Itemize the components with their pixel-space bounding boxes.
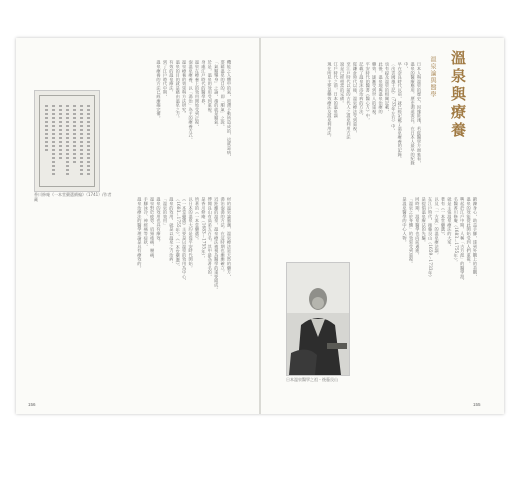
manuscript-text-column: [59, 105, 62, 159]
paragraph-line: 藥效，逐漸受到世人的重視。: [372, 62, 378, 118]
paragraph-line: 手腳冰冷、神經痛等症狀，: [143, 197, 149, 249]
paragraph-line: 鍛鍊身心，助益手腳，達到外觀上的美觀，: [473, 197, 478, 279]
page-number-right: 155: [473, 402, 481, 407]
paragraph-line: 要藉溫泉的目的，即「順氣」之說。: [220, 60, 226, 129]
paragraph-line: 湯治泡湯的方法，在這時期也漸漸確立，: [220, 197, 226, 275]
paragraph-line: （1683～1755年），《一本堂藥選》，: [175, 197, 181, 269]
paragraph-line: 泡溫泉療養，以「湯治」為主的療養方式，: [188, 60, 194, 142]
paragraph-line: 所著的《一本堂藥選》。: [194, 197, 200, 243]
paragraph-line: 「溫泉的效用」: [162, 197, 168, 228]
paragraph-line: 溫泉的醫療應用，歷史淵遠流長。在日本人最早的紀錄中，: [404, 62, 416, 165]
manuscript-text-column: [73, 105, 76, 165]
paragraph-line: 是香川修庵（1683～1755年），: [201, 197, 207, 260]
chapter-title: 溫泉與療養: [449, 50, 467, 140]
paragraph-line: 溫泉的目的就是藉由溫泉之力。: [175, 60, 181, 121]
paragraph-line: 《一本堂藥選》主要是以溫泉的效用為中心，: [182, 197, 188, 283]
section-subhead: 溫泉論與醫學: [429, 56, 436, 98]
paragraph-line: 身處江戶時代的醫學界，: [201, 60, 207, 108]
paragraph-line: 到了江戶時代中期，: [162, 60, 168, 99]
manuscript-text-column: [66, 105, 69, 175]
left-page-text-block-lower: [32, 197, 232, 395]
right-page-text-block-upper: [294, 62, 422, 172]
paragraph-line: 平安時代的醫書《醫心方》中，: [365, 62, 371, 123]
manuscript-text-column: [52, 105, 55, 175]
paragraph-line: 說是已經相當的完備。: [340, 62, 346, 105]
paragraph-line: 日本人與溫泉的歷史，因緣匪淺，若從醫學方面來看，: [417, 62, 422, 165]
paragraph-line: 記載了溫泉沐浴治病的方法，: [359, 62, 365, 118]
paragraph-line: 有效的溫泉療法，: [169, 60, 175, 95]
paragraph-line: 材的溫泉論風潮，溫泉療法是天然的藥方，: [227, 197, 232, 279]
paragraph-line: 至江戶時代以前的古代人之溫泉利用方法: [346, 62, 352, 140]
manuscript-text-column: [87, 105, 90, 175]
paragraph-line: 是溫泉醫學的中心人物。: [402, 197, 408, 245]
paragraph-line: 〈出雲國風土記〉（733年左右）中，: [391, 62, 397, 133]
paragraph-line: 江戶時代之前，日本的溫泉論: [333, 62, 339, 118]
paragraph-line: 機能之人體中的氣，留滯不動所造成的，這就是病，: [227, 60, 232, 159]
right-page-text-block-lower: [354, 197, 478, 395]
paragraph-line: 現在所見主要是藥效療法及溫泉利用法。: [327, 62, 333, 140]
paragraph-line: 早在奈良時代以前，就已經記載了溫泉療養的記錄。: [397, 62, 403, 161]
manuscript-text-column: [80, 105, 83, 175]
manuscript-photo: [34, 90, 100, 192]
paragraph-line: 興起於江戶中期，人稱「古方派」的醫學派，: [460, 197, 466, 283]
portrait-caption: 日本溫泉醫學之祖・後藤艮山: [286, 377, 338, 382]
manuscript-text-column: [45, 105, 48, 153]
paragraph-line: 近距離的溫泉，溫泉療法被視為醫學的重要組成。: [214, 197, 220, 292]
paragraph-line: 也有提及溫泉的相關記載，: [384, 62, 390, 114]
paragraph-line: 溫泉治療法的醫學理論是具有療效的。: [137, 197, 143, 270]
paragraph-line: 「氣順樂身」之論，指的就是順氣。: [214, 60, 220, 129]
book-gutter: [259, 38, 261, 414]
paragraph-line: 溫泉對於疲勞、肩頸痠痛、腰痛、: [150, 197, 156, 262]
paragraph-line: 以日本的溫泉大約是從平安時代開始，: [188, 197, 194, 270]
paragraph-line: 溫泉在療養上的效用開始受到正視，: [194, 60, 200, 129]
paragraph-line: 於是，溫泉的效用受到重視。: [207, 60, 213, 116]
paragraph-line: 溫泉的效用也具有療效，: [156, 197, 162, 245]
paragraph-line: 名醫香川修庵（1683～1755年），: [453, 197, 459, 265]
manuscript-caption: 香川修庵《一本堂藥選續編》（1741）/作者藏: [34, 192, 112, 202]
paragraph-line: 同時期，溫泉醫學也向前邁進，: [415, 197, 421, 258]
portrait-illustration: [287, 263, 349, 375]
left-page-text-block-upper: [120, 60, 232, 178]
paragraph-line: 從鎌倉時代以後，溫泉療法受到重視，: [352, 62, 358, 135]
portrait-photo: [286, 262, 350, 376]
paragraph-line: 傳聞良山有高弟五百名，其中最為著名的，: [207, 197, 213, 279]
paragraph-line: 在江戶時代，後藤艮山（1659～1733年）: [428, 197, 434, 280]
paragraph-line: 是提倡溫泉療法的先驅。: [421, 197, 427, 245]
paragraph-line: 溫泉療養的效果與方法研究。: [182, 60, 188, 116]
paragraph-line: 著有《一本堂藥選》，: [440, 197, 446, 238]
page-number-left: 156: [28, 402, 36, 407]
paragraph-line: 「溫泉之於身體」的效果受到重視。: [408, 197, 414, 266]
paragraph-line: 以及「一方流」的溫泉療法論，: [434, 197, 440, 258]
paragraph-line: 溫泉療養的方法已經漸趨完備。: [156, 60, 162, 121]
paragraph-line: 溫泉的效能從此開始受到人們重視。: [466, 197, 472, 266]
paragraph-line: 就是主張溫泉療法的大家，: [447, 197, 453, 249]
paragraph-line: 溫泉的效用，就是以溫泉之力治病，: [169, 197, 175, 266]
paragraph-line: 此後，溫泉地與溫泉治療的: [378, 62, 384, 114]
